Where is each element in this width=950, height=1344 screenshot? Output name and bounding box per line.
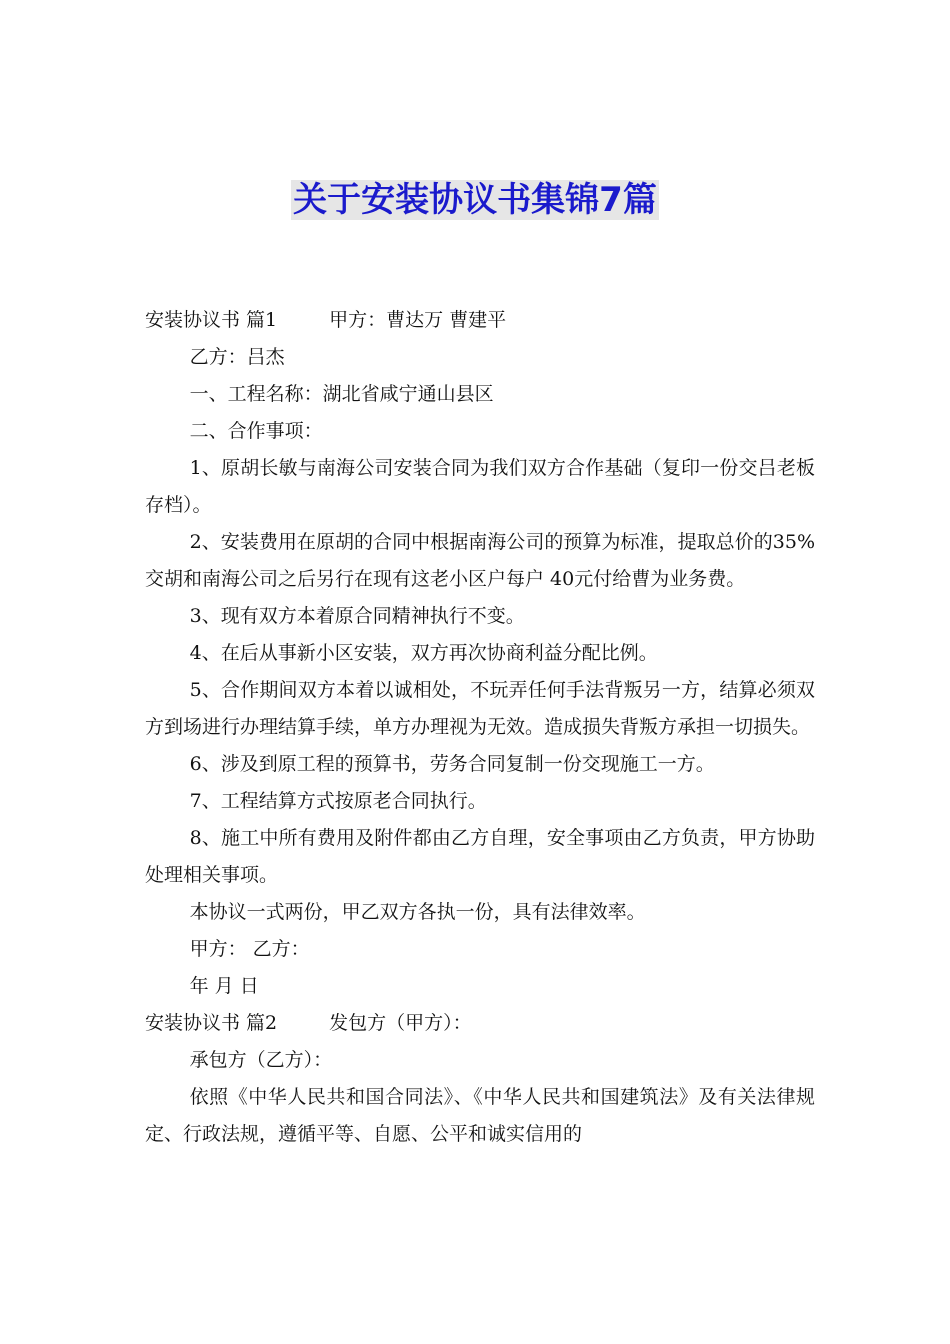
section1-clause-6: 6、涉及到原工程的预算书，劳务合同复制一份交现施工一方。 (189, 753, 715, 775)
section1-copies: 本协议一式两份，甲乙双方各执一份，具有法律效率。 (189, 901, 646, 923)
section2-intro: 依照《中华人民共和国合同法》、《中华人民共和国建筑法》及有关法律规定、行政法规，遵循平等、自愿、公平和诚实信用的 (145, 1086, 815, 1145)
section2-party-b: 承包方（乙方）： (189, 1049, 333, 1071)
section1-party-a: 甲方：曹达万 曹建平 (329, 309, 507, 331)
section2-heading: 安装协议书 篇2 (145, 1012, 278, 1034)
section2-party-a: 发包方（甲方）： (329, 1012, 472, 1034)
section1-clause-5: 5、合作期间双方本着以诚相处，不玩弄任何手法背叛另一方，结算必须双方到场进行办理结算手续，单方办理视为无效。造成损失背叛方承担一切损失。 (145, 679, 815, 738)
section1-heading: 安装协议书 篇1 (145, 309, 278, 331)
section1-clause-2: 2、安装费用在原胡的合同中根据南海公司的预算为标准，提取总价的35%交胡和南海公司之后另行在现有这老小区户每户 40元付给曹为业务费。 (145, 531, 815, 590)
section1-clause-1: 1、原胡长敏与南海公司安装合同为我们双方合作基础（复印一份交吕老板存档）。 (145, 457, 815, 516)
section1-clause-7: 7、工程结算方式按原老合同执行。 (189, 790, 487, 812)
section1-clause-8: 8、施工中所有费用及附件都由乙方自理，安全事项由乙方负责，甲方协助处理相关事项。 (145, 827, 815, 886)
section1-clause-3: 3、现有双方本着原合同精神执行不变。 (189, 605, 525, 627)
section1-signature: 甲方： 乙方： (189, 938, 310, 960)
document-body (145, 302, 815, 1153)
section1-clause-4: 4、在后从事新小区安装，双方再次协商利益分配比例。 (189, 642, 658, 664)
section2-heading-line (145, 1005, 815, 1042)
section1-heading-line (145, 302, 815, 339)
document-title-text: 关于安装协议书集锦7篇 (293, 180, 657, 220)
document-title (0, 176, 950, 224)
section1-item-cooperation: 二、合作事项： (189, 420, 323, 442)
section1-date: 年 月 日 (189, 975, 259, 997)
section1-item-project: 一、工程名称：湖北省咸宁通山县区 (189, 383, 494, 405)
section1-party-b: 乙方：吕杰 (189, 346, 285, 368)
